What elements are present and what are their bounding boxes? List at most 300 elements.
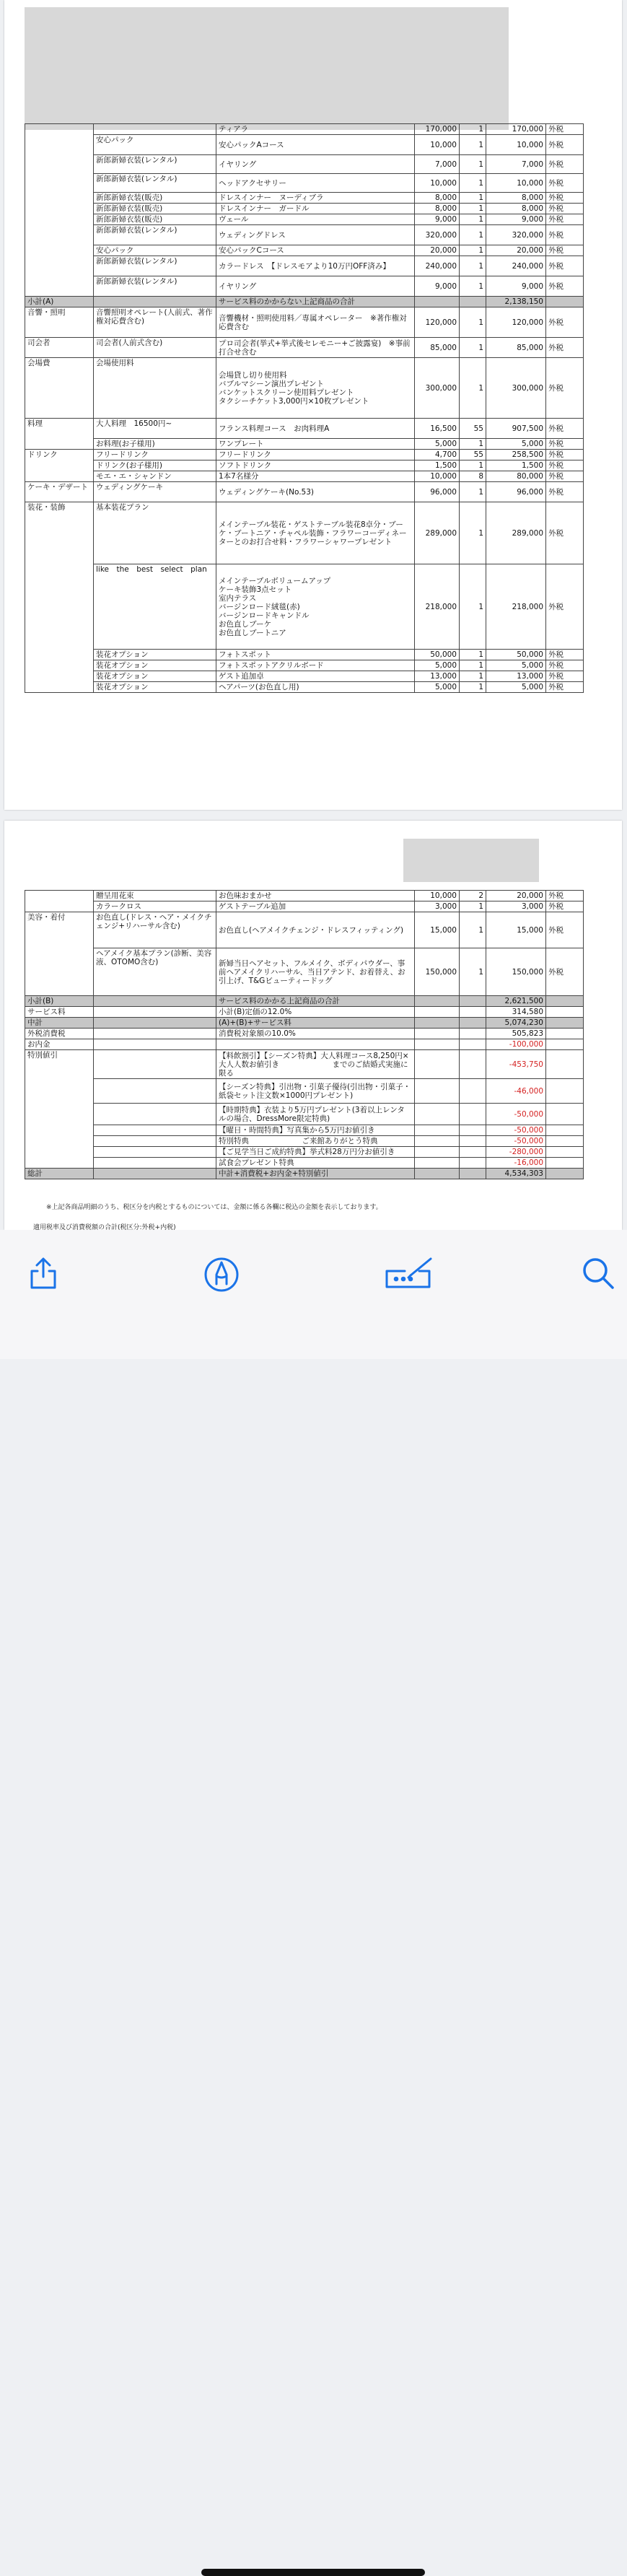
empty-cell	[415, 1136, 460, 1147]
unit-price-cell: 4,700	[415, 450, 460, 460]
section-cell: 美容・着付	[25, 912, 94, 996]
discount-amount: -50,000	[486, 1136, 546, 1147]
table-row	[25, 204, 584, 214]
quantity-cell: 1	[460, 338, 486, 358]
table-row	[25, 338, 584, 358]
discount-row	[25, 1147, 584, 1158]
signature-button[interactable]	[383, 1252, 438, 1295]
total-label: サービス料	[25, 1007, 94, 1018]
unit-price-cell: 96,000	[415, 482, 460, 502]
search-button[interactable]	[576, 1252, 620, 1295]
empty-cell	[460, 297, 486, 307]
redacted-block	[403, 839, 539, 882]
tax-type-cell: 外税	[546, 502, 584, 564]
quantity-cell: 1	[460, 660, 486, 671]
discount-amount: -46,000	[486, 1079, 546, 1104]
quantity-cell: 1	[460, 482, 486, 502]
table-row	[25, 671, 584, 682]
total-desc: 小計(B)定価の12.0%	[216, 1007, 415, 1018]
amount-cell: 8,000	[486, 204, 546, 214]
empty-cell	[546, 1050, 584, 1079]
empty-cell	[546, 1018, 584, 1029]
table-row	[25, 135, 584, 155]
footnote: ※上記各商品明細のうち、税区分を内税とするものについては、金額に係る各欄に税込の金額を表示しております。	[46, 1204, 382, 1211]
section-cell: 装花・装飾	[25, 502, 94, 693]
empty-cell	[94, 1136, 216, 1147]
empty-cell	[460, 1007, 486, 1018]
unit-price-cell: 10,000	[415, 891, 460, 901]
table-row	[25, 276, 584, 297]
category-cell: 基本装花プラン	[94, 502, 216, 564]
empty-cell	[546, 1147, 584, 1158]
section-cell: 料理	[25, 419, 94, 450]
unit-price-cell: 20,000	[415, 245, 460, 256]
tax-type-cell: 外税	[546, 471, 584, 482]
discount-desc: 【ご見学当日ご成約特典】挙式料28万円分お値引き	[216, 1147, 415, 1158]
empty-cell	[94, 1039, 216, 1050]
quantity-cell: 1	[460, 682, 486, 693]
category-cell: 新郎新婦衣装(レンタル)	[94, 155, 216, 174]
description-cell: プロ司会者(挙式+挙式後セレモニー+ご披露宴) ※事前打合せ含む	[216, 338, 415, 358]
discount-amount: -280,000	[486, 1147, 546, 1158]
tax-type-cell: 外税	[546, 307, 584, 338]
empty-cell	[94, 1147, 216, 1158]
tax-type-cell: 外税	[546, 338, 584, 358]
unit-price-cell: 3,000	[415, 901, 460, 912]
unit-price-cell: 5,000	[415, 660, 460, 671]
grand-total-desc: 中計+消費税+お内金+特別値引	[216, 1169, 415, 1179]
description-cell: ウェディングドレス	[216, 225, 415, 245]
quantity-cell: 55	[460, 450, 486, 460]
amount-cell: 96,000	[486, 482, 546, 502]
table-row	[25, 307, 584, 338]
total-desc	[216, 1039, 415, 1050]
empty-cell	[94, 1029, 216, 1039]
category-cell: お色直し(ドレス・ヘア・メイクチェンジ+リハーサル含む)	[94, 912, 216, 948]
description-cell: ドレスインナー ヌーディブラ	[216, 193, 415, 204]
quantity-cell: 1	[460, 358, 486, 419]
document-page-2	[4, 821, 622, 1230]
empty-cell	[415, 996, 460, 1007]
tax-type-cell: 外税	[546, 419, 584, 439]
category-cell: 音響照明オペレート(人前式、著作権対応費含む)	[94, 307, 216, 338]
unit-price-cell: 5,000	[415, 439, 460, 450]
bottom-toolbar	[0, 1230, 627, 1359]
unit-price-cell: 8,000	[415, 193, 460, 204]
subtotal-desc: サービス料のかからない上記商品の合計	[216, 297, 415, 307]
quantity-cell: 1	[460, 564, 486, 650]
section-cell	[25, 124, 94, 297]
category-cell: お料理(お子様用)	[94, 439, 216, 450]
description-cell: フォトスポットアクリルボード	[216, 660, 415, 671]
quantity-cell: 1	[460, 245, 486, 256]
quantity-cell: 1	[460, 276, 486, 297]
tax-type-cell: 外税	[546, 450, 584, 460]
category-cell: モエ・エ・シャンドン	[94, 471, 216, 482]
description-cell: ドレスインナー ガードル	[216, 204, 415, 214]
description-cell: 安心パックAコース	[216, 135, 415, 155]
empty-cell	[94, 297, 216, 307]
unit-price-cell: 8,000	[415, 204, 460, 214]
description-cell: イヤリング	[216, 276, 415, 297]
total-amount: -100,000	[486, 1039, 546, 1050]
grand-total-amount: 4,534,303	[486, 1169, 546, 1179]
description-cell: フォトスポット	[216, 650, 415, 660]
description-cell: ゲストテーブル追加	[216, 901, 415, 912]
category-cell: 装花オプション	[94, 650, 216, 660]
unit-price-cell: 10,000	[415, 135, 460, 155]
category-cell	[94, 124, 216, 135]
amount-cell: 1,500	[486, 460, 546, 471]
amount-cell: 240,000	[486, 256, 546, 276]
document-page-1	[4, 0, 622, 810]
tax-type-cell: 外税	[546, 174, 584, 193]
description-cell: ヘッドアクセサリー	[216, 174, 415, 193]
category-cell: 大人料理 16500円~	[94, 419, 216, 439]
category-cell: 新郎新婦衣装(販売)	[94, 204, 216, 214]
table-row	[25, 482, 584, 502]
amount-cell: 15,000	[486, 912, 546, 948]
empty-cell	[94, 1018, 216, 1029]
subtotal-row	[25, 297, 584, 307]
category-cell: ウェディングケーキ	[94, 482, 216, 502]
discount-row	[25, 1158, 584, 1169]
total-row	[25, 1007, 584, 1018]
unit-price-cell: 300,000	[415, 358, 460, 419]
tax-type-cell: 外税	[546, 245, 584, 256]
quantity-cell: 1	[460, 650, 486, 660]
tax-type-cell: 外税	[546, 204, 584, 214]
total-desc: 消費税対象額の10.0%	[216, 1029, 415, 1039]
total-row	[25, 996, 584, 1007]
table-row	[25, 155, 584, 174]
table-row	[25, 358, 584, 419]
empty-cell	[460, 1050, 486, 1079]
category-cell: ヘアメイク基本プラン(診断、美容液、OTOMO含む)	[94, 948, 216, 996]
amount-cell: 170,000	[486, 124, 546, 135]
quantity-cell: 1	[460, 225, 486, 245]
total-amount: 5,074,230	[486, 1018, 546, 1029]
empty-cell	[546, 1104, 584, 1125]
empty-cell	[460, 1169, 486, 1179]
quantity-cell: 1	[460, 135, 486, 155]
signature-icon	[385, 1257, 437, 1290]
discount-row	[25, 1050, 584, 1079]
empty-cell	[460, 1039, 486, 1050]
description-cell: 会場貸し切り使用料 バブルマシーン演出プレゼント バンケットスクリーン使用料プレゼント タクシーチケット3,000円×10枚プレゼント	[216, 358, 415, 419]
description-cell: ウェディングケーキ(No.53)	[216, 482, 415, 502]
empty-cell	[415, 1169, 460, 1179]
category-cell: 新郎新婦衣装(レンタル)	[94, 225, 216, 245]
empty-cell	[415, 1104, 460, 1125]
unit-price-cell: 16,500	[415, 419, 460, 439]
empty-cell	[546, 297, 584, 307]
redacted-block	[25, 7, 509, 130]
quantity-cell: 1	[460, 155, 486, 174]
tax-type-cell: 外税	[546, 891, 584, 901]
quantity-cell: 1	[460, 671, 486, 682]
section-cell	[25, 891, 94, 912]
empty-cell	[546, 1007, 584, 1018]
empty-cell	[546, 1079, 584, 1104]
quantity-cell: 1	[460, 256, 486, 276]
amount-cell: 150,000	[486, 948, 546, 996]
table-row	[25, 650, 584, 660]
subtotal-label: 小計(A)	[25, 297, 94, 307]
table-row	[25, 660, 584, 671]
home-indicator	[201, 2569, 425, 2576]
tax-type-cell: 外税	[546, 135, 584, 155]
tax-type-cell: 外税	[546, 276, 584, 297]
empty-cell	[94, 1050, 216, 1079]
empty-cell	[460, 996, 486, 1007]
discount-amount: -453,750	[486, 1050, 546, 1079]
total-row	[25, 1018, 584, 1029]
empty-cell	[94, 1125, 216, 1136]
discount-desc: 【料飲割引】【シーズン特典】大人料理コース8,250円×大人人数お値引き までのご結婚式実施に限る	[216, 1050, 415, 1079]
table-row	[25, 124, 584, 135]
empty-cell	[415, 1079, 460, 1104]
section-cell: 司会者	[25, 338, 94, 358]
description-cell: ソフトドリンク	[216, 460, 415, 471]
empty-cell	[460, 1104, 486, 1125]
quantity-cell: 1	[460, 193, 486, 204]
quantity-cell: 1	[460, 502, 486, 564]
section-cell: ドリンク	[25, 450, 94, 482]
unit-price-cell: 5,000	[415, 682, 460, 693]
category-cell: フリードリンク	[94, 450, 216, 460]
unit-price-cell: 170,000	[415, 124, 460, 135]
empty-cell	[460, 1079, 486, 1104]
total-amount: 314,580	[486, 1007, 546, 1018]
description-cell: イヤリング	[216, 155, 415, 174]
category-cell: 装花オプション	[94, 671, 216, 682]
tax-type-cell: 外税	[546, 439, 584, 450]
empty-cell	[460, 1125, 486, 1136]
description-cell: 新婦当日ヘアセット、フルメイク、ボディパウダー、事前ヘアメイクリハーサル、当日アテンド、お着替え、お引上げ、T&Gビューティードッグ	[216, 948, 415, 996]
amount-cell: 258,500	[486, 450, 546, 460]
discount-row	[25, 1125, 584, 1136]
category-cell: 司会者(人前式含む)	[94, 338, 216, 358]
table-row	[25, 193, 584, 204]
description-cell: お色味おまかせ	[216, 891, 415, 901]
description-cell: ヴェール	[216, 214, 415, 225]
tax-type-cell: 外税	[546, 901, 584, 912]
amount-cell: 300,000	[486, 358, 546, 419]
quantity-cell: 1	[460, 174, 486, 193]
amount-cell: 20,000	[486, 245, 546, 256]
category-cell: ドリンク(お子様用)	[94, 460, 216, 471]
empty-cell	[94, 1079, 216, 1104]
empty-cell	[460, 1029, 486, 1039]
table-row	[25, 912, 584, 948]
empty-cell	[415, 1158, 460, 1169]
unit-price-cell: 13,000	[415, 671, 460, 682]
category-cell: 安心パック	[94, 245, 216, 256]
unit-price-cell: 120,000	[415, 307, 460, 338]
amount-cell: 120,000	[486, 307, 546, 338]
discount-desc: 【シーズン特典】引出物・引菓子優待(引出物・引菓子・紙袋セット注文数×1000円プレゼント)	[216, 1079, 415, 1104]
total-row	[25, 1029, 584, 1039]
tax-type-cell: 外税	[546, 460, 584, 471]
unit-price-cell: 320,000	[415, 225, 460, 245]
tax-type-cell: 外税	[546, 564, 584, 650]
discount-desc: 特別特典 ご来館ありがとう特典	[216, 1136, 415, 1147]
total-label: 外税消費税	[25, 1029, 94, 1039]
description-cell: フランス料理コース お肉料理A	[216, 419, 415, 439]
quantity-cell: 55	[460, 419, 486, 439]
empty-cell	[94, 996, 216, 1007]
quantity-cell: 1	[460, 912, 486, 948]
total-desc: サービス料のかかる上記商品の合計	[216, 996, 415, 1007]
table-row	[25, 891, 584, 901]
empty-cell	[415, 1029, 460, 1039]
table-row	[25, 256, 584, 276]
category-cell: 会場使用料	[94, 358, 216, 419]
table-row	[25, 502, 584, 564]
unit-price-cell: 10,000	[415, 471, 460, 482]
unit-price-cell: 289,000	[415, 502, 460, 564]
table-row	[25, 682, 584, 693]
tax-type-cell: 外税	[546, 155, 584, 174]
table-row	[25, 439, 584, 450]
share-button[interactable]	[22, 1252, 65, 1295]
empty-cell	[546, 1029, 584, 1039]
table-row	[25, 245, 584, 256]
amount-cell: 907,500	[486, 419, 546, 439]
estimate-table-page-1	[25, 123, 584, 693]
amount-cell: 10,000	[486, 135, 546, 155]
discount-desc: 【時期特典】衣装より5万円プレゼント(3着以上レンタルの場合、DressMore限定特典)	[216, 1104, 415, 1125]
markup-button[interactable]	[200, 1253, 243, 1296]
unit-price-cell: 9,000	[415, 214, 460, 225]
description-cell: 安心パックCコース	[216, 245, 415, 256]
tax-type-cell: 外税	[546, 948, 584, 996]
description-cell: 1本7名様分	[216, 471, 415, 482]
tax-type-cell: 外税	[546, 256, 584, 276]
category-cell: like the best select plan	[94, 564, 216, 650]
quantity-cell: 1	[460, 124, 486, 135]
amount-cell: 5,000	[486, 682, 546, 693]
unit-price-cell: 15,000	[415, 912, 460, 948]
empty-cell	[415, 297, 460, 307]
amount-cell: 218,000	[486, 564, 546, 650]
description-cell: お色直し(ヘアメイクチェンジ・ドレスフィッティング)	[216, 912, 415, 948]
amount-cell: 20,000	[486, 891, 546, 901]
empty-cell	[94, 1104, 216, 1125]
empty-cell	[546, 1169, 584, 1179]
empty-cell	[415, 1018, 460, 1029]
empty-cell	[415, 1039, 460, 1050]
share-icon	[27, 1257, 59, 1290]
empty-cell	[415, 1007, 460, 1018]
table-row	[25, 901, 584, 912]
footnote-cut: 適用税率及び消費税額の合計(税区分:外税+内税)	[33, 1224, 176, 1230]
table-row	[25, 564, 584, 650]
amount-cell: 10,000	[486, 174, 546, 193]
table-row	[25, 225, 584, 245]
unit-price-cell: 150,000	[415, 948, 460, 996]
unit-price-cell: 7,000	[415, 155, 460, 174]
total-label: 小計(B)	[25, 996, 94, 1007]
tax-type-cell: 外税	[546, 650, 584, 660]
table-row	[25, 214, 584, 225]
empty-cell	[460, 1147, 486, 1158]
amount-cell: 85,000	[486, 338, 546, 358]
quantity-cell: 1	[460, 948, 486, 996]
discount-row	[25, 1136, 584, 1147]
empty-cell	[94, 1169, 216, 1179]
discount-amount: -16,000	[486, 1158, 546, 1169]
category-cell: 新郎新婦衣装(販売)	[94, 214, 216, 225]
amount-cell: 7,000	[486, 155, 546, 174]
total-label: 中計	[25, 1018, 94, 1029]
tax-type-cell: 外税	[546, 193, 584, 204]
estimate-table-page-2	[25, 890, 584, 1179]
tax-type-cell: 外税	[546, 912, 584, 948]
description-cell: カラードレス 【ドレスモアより10万円OFF済み】	[216, 256, 415, 276]
quantity-cell: 1	[460, 439, 486, 450]
amount-cell: 289,000	[486, 502, 546, 564]
amount-cell: 9,000	[486, 214, 546, 225]
tax-type-cell: 外税	[546, 358, 584, 419]
section-cell: ケーキ・デザート	[25, 482, 94, 502]
amount-cell: 3,000	[486, 901, 546, 912]
quantity-cell: 8	[460, 471, 486, 482]
grand-total-label: 総計	[25, 1169, 94, 1179]
amount-cell: 9,000	[486, 276, 546, 297]
empty-cell	[415, 1050, 460, 1079]
discount-label: 特別値引	[25, 1050, 94, 1169]
description-cell: ワンプレート	[216, 439, 415, 450]
empty-cell	[546, 1039, 584, 1050]
total-row	[25, 1039, 584, 1050]
empty-cell	[546, 996, 584, 1007]
empty-cell	[94, 1158, 216, 1169]
description-cell: 音響機材・照明使用料／専属オペレーター ※著作権対応費含む	[216, 307, 415, 338]
category-cell: 新郎新婦衣装(レンタル)	[94, 256, 216, 276]
description-cell: ティアラ	[216, 124, 415, 135]
unit-price-cell: 218,000	[415, 564, 460, 650]
empty-cell	[415, 1147, 460, 1158]
category-cell: 贈呈用花束	[94, 891, 216, 901]
quantity-cell: 2	[460, 891, 486, 901]
total-desc: (A)+(B)+サービス料	[216, 1018, 415, 1029]
unit-price-cell: 50,000	[415, 650, 460, 660]
tax-type-cell: 外税	[546, 124, 584, 135]
discount-row	[25, 1079, 584, 1104]
empty-cell	[94, 1007, 216, 1018]
unit-price-cell: 10,000	[415, 174, 460, 193]
quantity-cell: 1	[460, 214, 486, 225]
tax-type-cell: 外税	[546, 482, 584, 502]
discount-desc: 【曜日・時間特典】写真集から5万円お値引き	[216, 1125, 415, 1136]
tax-type-cell: 外税	[546, 225, 584, 245]
total-label: お内金	[25, 1039, 94, 1050]
category-cell: 安心パック	[94, 135, 216, 155]
empty-cell	[460, 1158, 486, 1169]
amount-cell: 8,000	[486, 193, 546, 204]
empty-cell	[415, 1125, 460, 1136]
grand-total-row	[25, 1169, 584, 1179]
category-cell: 装花オプション	[94, 682, 216, 693]
amount-cell: 80,000	[486, 471, 546, 482]
description-cell: フリードリンク	[216, 450, 415, 460]
table-row	[25, 471, 584, 482]
tax-type-cell: 外税	[546, 214, 584, 225]
unit-price-cell: 85,000	[415, 338, 460, 358]
search-icon	[582, 1257, 615, 1290]
